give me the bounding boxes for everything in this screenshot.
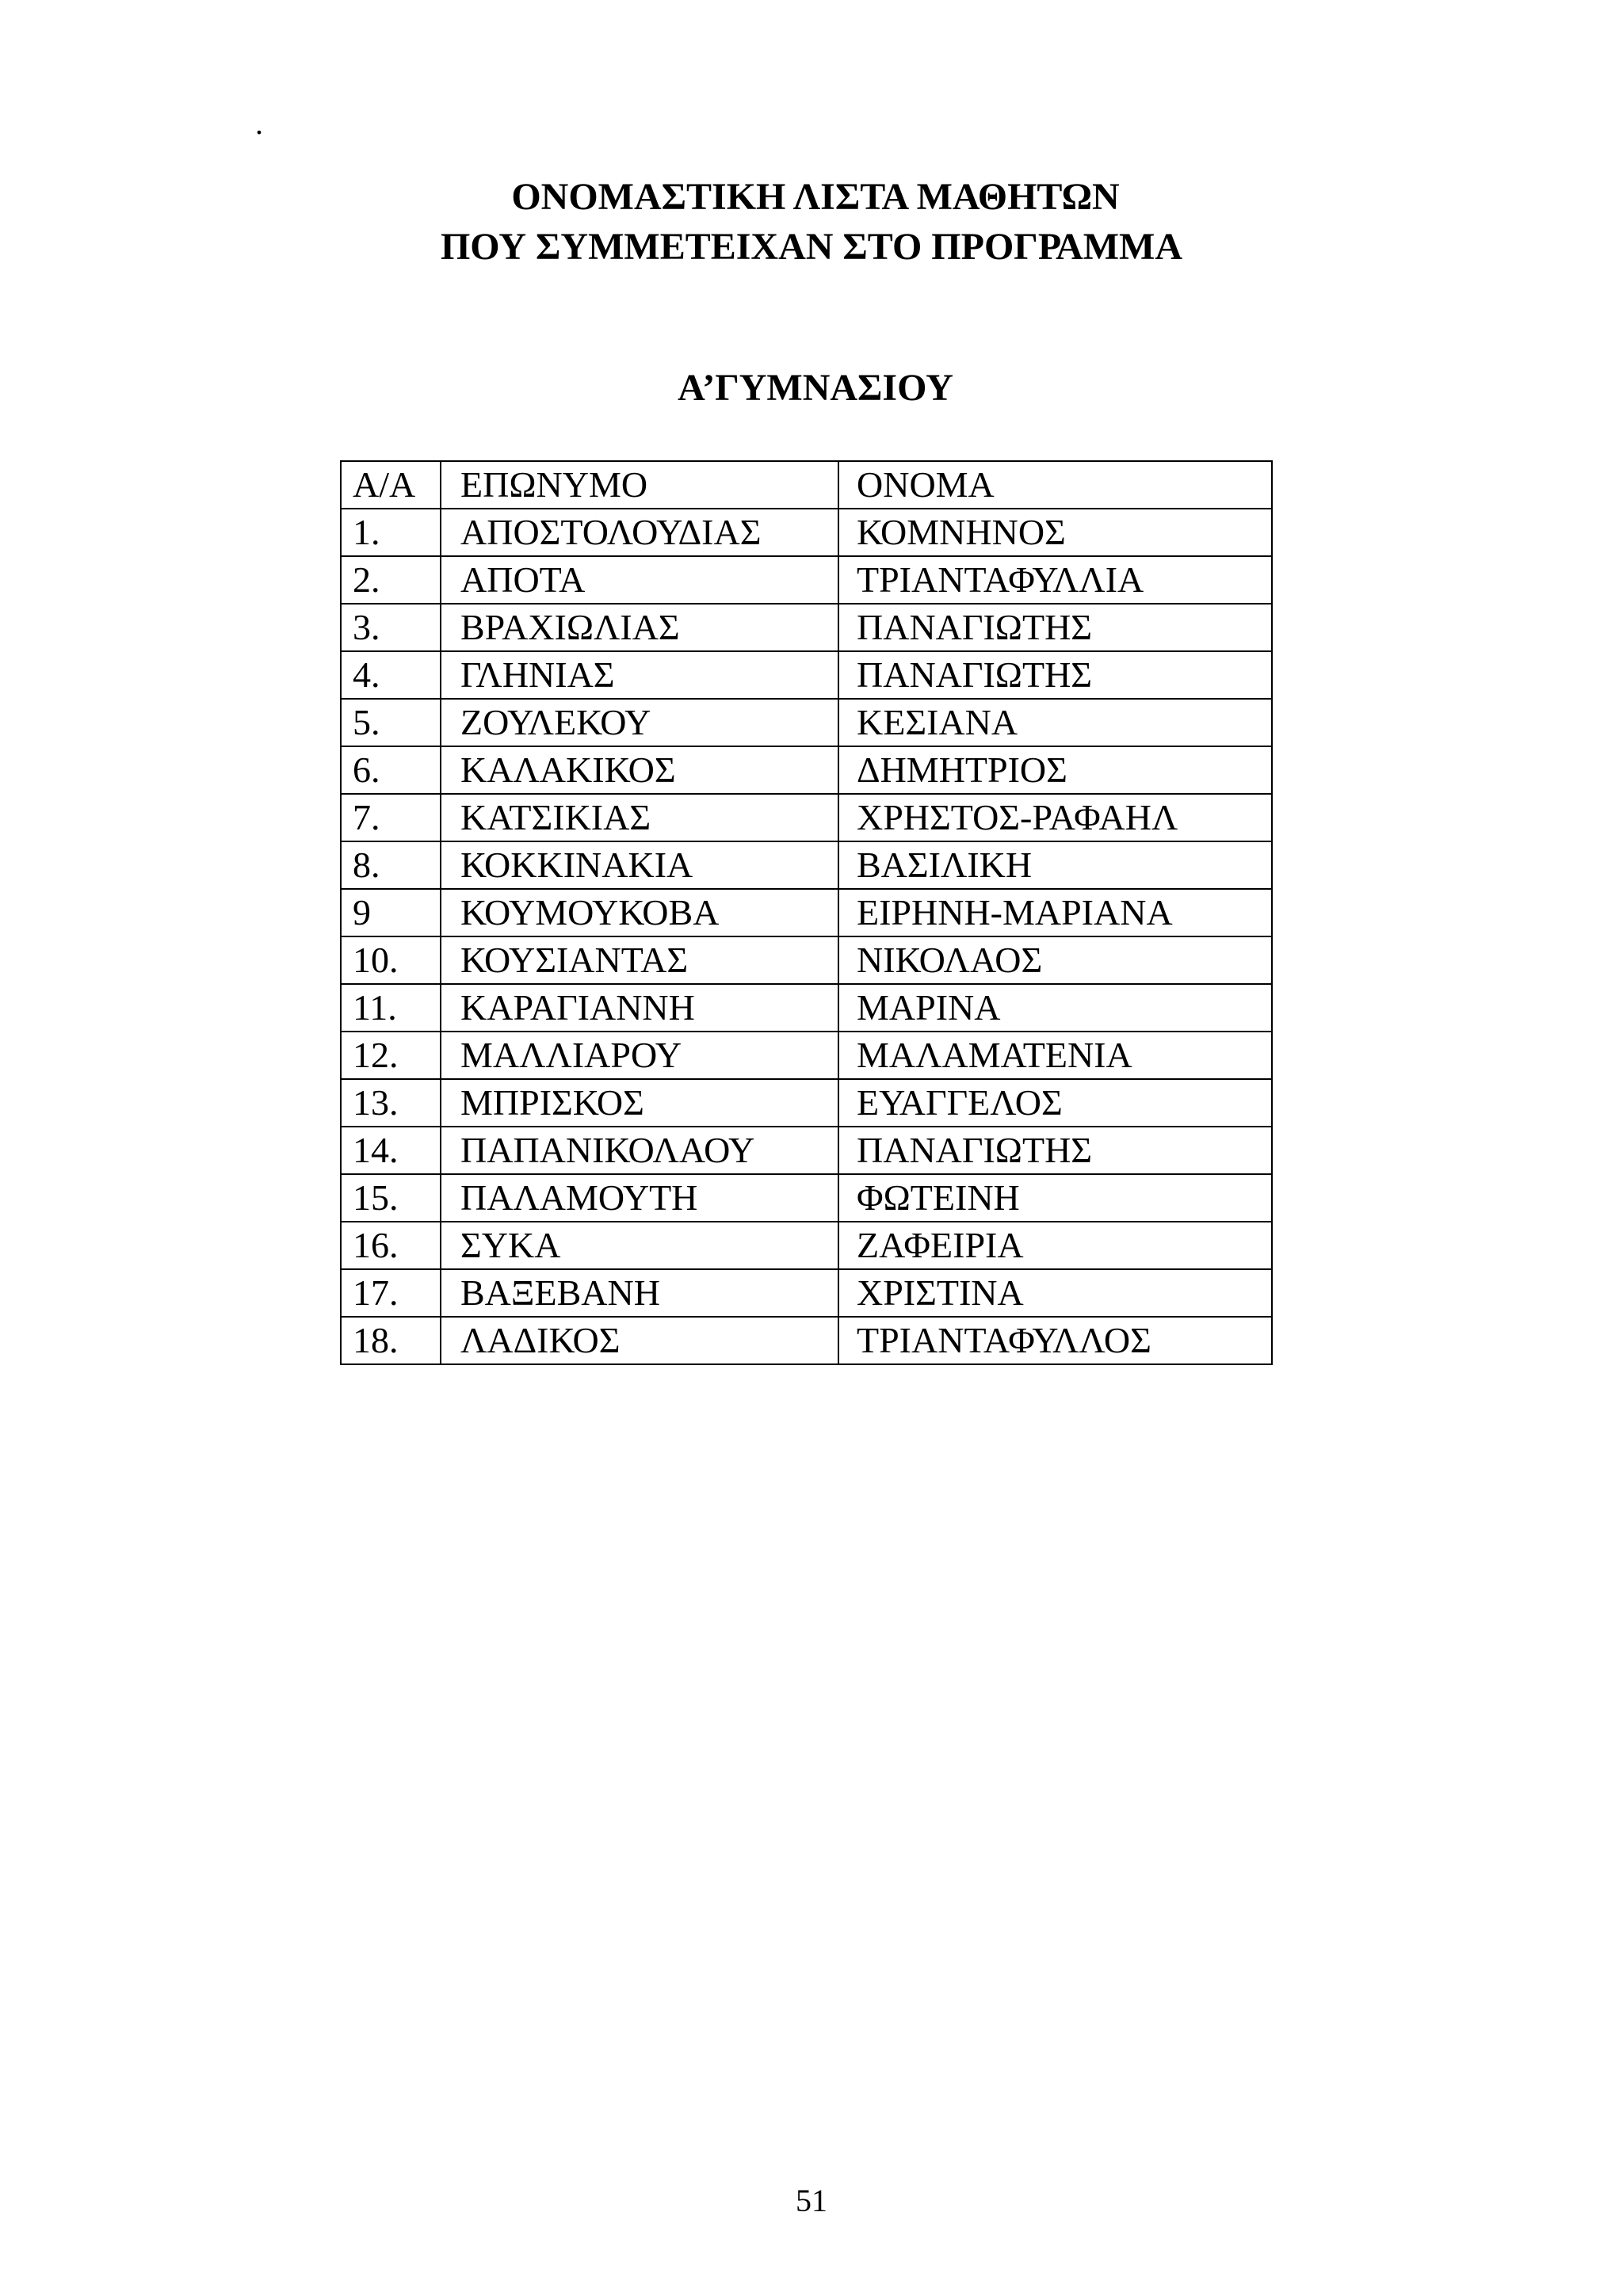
section-title: Α’ΓΥΜΝΑΣΙΟΥ <box>678 367 953 409</box>
cell-number: 3. <box>341 604 441 651</box>
cell-first-name: ΕΥΑΓΓΕΛΟΣ <box>838 1079 1272 1127</box>
cell-surname: ΒΑΞΕΒΑΝΗ <box>441 1269 838 1317</box>
page-number: 51 <box>796 2183 827 2218</box>
cell-first-name: ΦΩΤΕΙΝΗ <box>838 1174 1272 1222</box>
cell-surname: ΛΑΔΙΚΟΣ <box>441 1317 838 1364</box>
cell-first-name: ΜΑΛΑΜΑΤΕΝΙΑ <box>838 1032 1272 1079</box>
roster-table-body <box>341 461 1272 1364</box>
cell-number: 14. <box>341 1127 441 1174</box>
header-cell-surname: ΕΠΩΝΥΜΟ <box>441 461 838 509</box>
table-row <box>341 651 1272 699</box>
cell-first-name: ΠΑΝΑΓΙΩΤΗΣ <box>838 604 1272 651</box>
document-title-line-1: ΟΝΟΜΑΣΤΙΚΗ ΛΙΣΤΑ ΜΑΘΗΤΩΝ <box>511 176 1120 218</box>
cell-number: 10. <box>341 936 441 984</box>
cell-number: 18. <box>341 1317 441 1364</box>
cell-number: 15. <box>341 1174 441 1222</box>
cell-number: 2. <box>341 556 441 604</box>
cell-first-name: ΚΟΜΝΗΝΟΣ <box>838 509 1272 556</box>
table-row <box>341 746 1272 794</box>
cell-first-name: ΕΙΡΗΝΗ-ΜΑΡΙΑΝΑ <box>838 889 1272 936</box>
table-row <box>341 889 1272 936</box>
table-header-row <box>341 461 1272 509</box>
cell-surname: ΚΟΥΣΙΑΝΤΑΣ <box>441 936 838 984</box>
table-row <box>341 794 1272 841</box>
cell-first-name: ΔΗΜΗΤΡΙΟΣ <box>838 746 1272 794</box>
cell-number: 7. <box>341 794 441 841</box>
cell-surname: ΜΠΡΙΣΚΟΣ <box>441 1079 838 1127</box>
cell-number: 16. <box>341 1222 441 1269</box>
table-row <box>341 604 1272 651</box>
cell-number: 12. <box>341 1032 441 1079</box>
cell-surname: ΚΟΚΚΙΝΑΚΙΑ <box>441 841 838 889</box>
cell-surname: ΠΑΛΑΜΟΥΤΗ <box>441 1174 838 1222</box>
table-row <box>341 984 1272 1032</box>
table-row <box>341 1174 1272 1222</box>
table-row <box>341 1079 1272 1127</box>
cell-first-name: ΚΕΣΙΑΝΑ <box>838 699 1272 746</box>
cell-number: 11. <box>341 984 441 1032</box>
cell-surname: ΒΡΑΧΙΩΛΙΑΣ <box>441 604 838 651</box>
cell-number: 13. <box>341 1079 441 1127</box>
cell-number: 4. <box>341 651 441 699</box>
cell-surname: ΖΟΥΛΕΚΟΥ <box>441 699 838 746</box>
cell-number: 5. <box>341 699 441 746</box>
table-row <box>341 509 1272 556</box>
table-row <box>341 699 1272 746</box>
cell-surname: ΚΑΛΑΚΙΚΟΣ <box>441 746 838 794</box>
cell-surname: ΑΠΟΣΤΟΛΟΥΔΙΑΣ <box>441 509 838 556</box>
cell-first-name: ΧΡΗΣΤΟΣ-ΡΑΦΑΗΛ <box>838 794 1272 841</box>
cell-first-name: ΤΡΙΑΝΤΑΦΥΛΛΟΣ <box>838 1317 1272 1364</box>
cell-number: 8. <box>341 841 441 889</box>
cell-surname: ΚΑΡΑΓΙΑΝΝΗ <box>441 984 838 1032</box>
cell-number: 6. <box>341 746 441 794</box>
cell-surname: ΠΑΠΑΝΙΚΟΛΑΟΥ <box>441 1127 838 1174</box>
cell-surname: ΚΑΤΣΙΚΙΑΣ <box>441 794 838 841</box>
table-row <box>341 841 1272 889</box>
cell-surname: ΣΥΚΑ <box>441 1222 838 1269</box>
table-row <box>341 936 1272 984</box>
table-row <box>341 1222 1272 1269</box>
header-cell-first-name: ΟΝΟΜΑ <box>838 461 1272 509</box>
student-roster-table <box>340 460 1273 1365</box>
cell-first-name: ΝΙΚΟΛΑΟΣ <box>838 936 1272 984</box>
table-row <box>341 1317 1272 1364</box>
cell-first-name: ΤΡΙΑΝΤΑΦΥΛΛΙΑ <box>838 556 1272 604</box>
header-cell-number: Α/Α <box>341 461 441 509</box>
cell-first-name: ΧΡΙΣΤΙΝΑ <box>838 1269 1272 1317</box>
table-row <box>341 1032 1272 1079</box>
cell-first-name: ΜΑΡΙΝΑ <box>838 984 1272 1032</box>
cell-surname: ΜΑΛΛΙΑΡΟΥ <box>441 1032 838 1079</box>
cell-first-name: ΠΑΝΑΓΙΩΤΗΣ <box>838 1127 1272 1174</box>
cell-surname: ΚΟΥΜΟΥΚΟΒΑ <box>441 889 838 936</box>
cell-first-name: ΖΑΦΕΙΡΙΑ <box>838 1222 1272 1269</box>
page-mark: . <box>255 105 263 141</box>
table-row <box>341 556 1272 604</box>
cell-number: 9 <box>341 889 441 936</box>
cell-first-name: ΠΑΝΑΓΙΩΤΗΣ <box>838 651 1272 699</box>
cell-surname: ΑΠΟΤΑ <box>441 556 838 604</box>
cell-surname: ΓΛΗΝΙΑΣ <box>441 651 838 699</box>
document-title-line-2: ΠΟΥ ΣΥΜΜΕΤΕΙΧΑΝ ΣΤΟ ΠΡΟΓΡΑΜΜΑ <box>440 226 1183 268</box>
table-row <box>341 1127 1272 1174</box>
cell-number: 17. <box>341 1269 441 1317</box>
cell-first-name: ΒΑΣΙΛΙΚΗ <box>838 841 1272 889</box>
cell-number: 1. <box>341 509 441 556</box>
table-row <box>341 1269 1272 1317</box>
